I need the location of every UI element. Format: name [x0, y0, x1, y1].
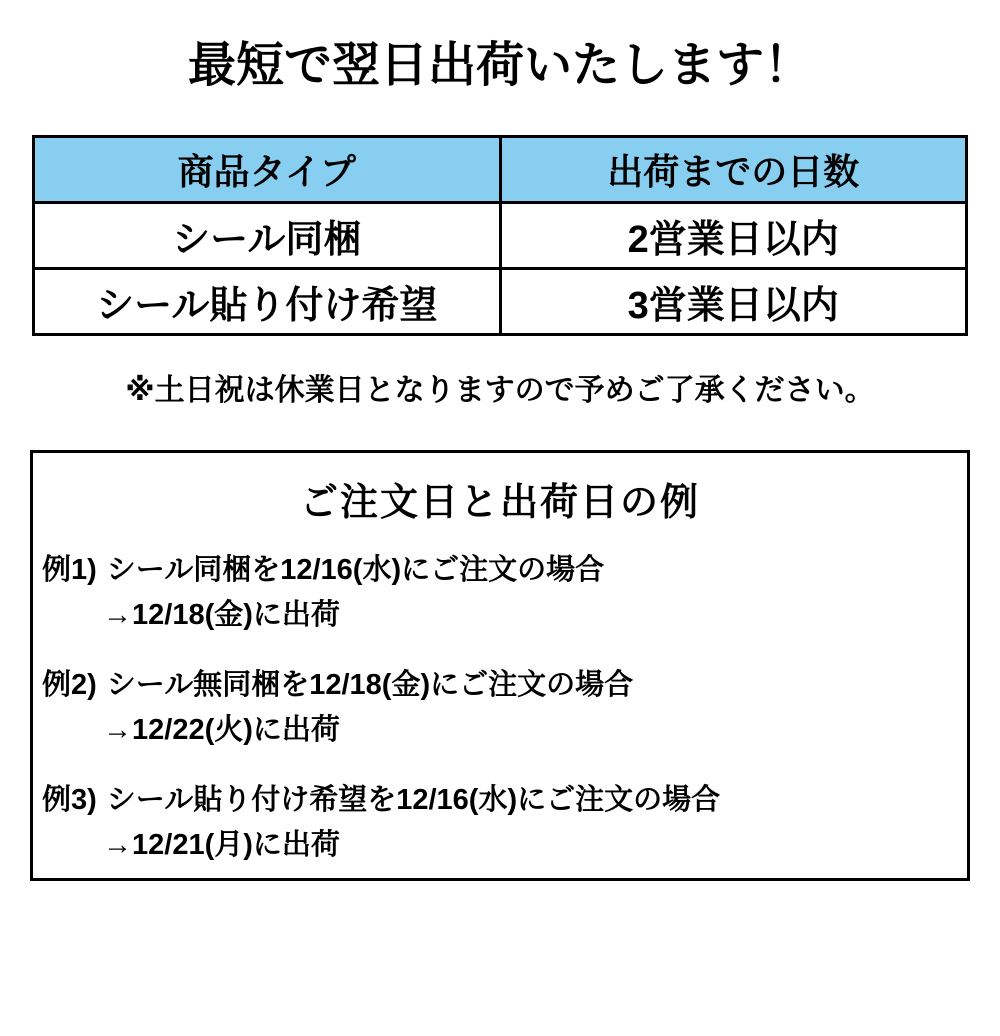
example-order-line [42, 663, 967, 708]
example-label: 例1) [42, 554, 97, 586]
example-label: 例3) [42, 784, 97, 816]
example-item [33, 663, 967, 753]
product-type-cell: シール貼り付け希望 [34, 269, 501, 335]
example-order-line [42, 548, 967, 593]
examples-title: ご注文日と出荷日の例 [299, 482, 700, 524]
example-order-line [42, 778, 967, 823]
example-item [33, 778, 967, 868]
example-order-text: シール無同梱を12/18(金)にご注文の場合 [106, 669, 634, 701]
example-ship-line: →12/22(火)に出荷 [103, 714, 340, 746]
page-title: 最短で翌日出荷いたします！ [187, 39, 812, 92]
shipping-info-page [0, 36, 1000, 1036]
table-header-row [34, 137, 967, 203]
examples-box [30, 450, 970, 881]
example-ship-line: →12/18(金)に出荷 [103, 599, 340, 631]
example-ship-line: →12/21(月)に出荷 [103, 829, 340, 861]
example-order-text: シール同梱を12/16(水)にご注文の場合 [106, 554, 605, 586]
holiday-note: ※土日祝は休業日となりますので予めご了承ください。 [125, 374, 875, 407]
table-header-shipping-days: 出荷までの日数 [500, 137, 967, 203]
table-row [34, 203, 967, 269]
table-header-product-type: 商品タイプ [34, 137, 501, 203]
shipping-days-cell: 3営業日以内 [500, 269, 967, 335]
product-type-cell: シール同梱 [34, 203, 501, 269]
example-order-text: シール貼り付け希望を12/16(水)にご注文の場合 [106, 784, 721, 816]
shipping-table [32, 135, 968, 336]
example-label: 例2) [42, 669, 97, 701]
example-item [33, 548, 967, 638]
table-row [34, 269, 967, 335]
shipping-days-cell: 2営業日以内 [500, 203, 967, 269]
